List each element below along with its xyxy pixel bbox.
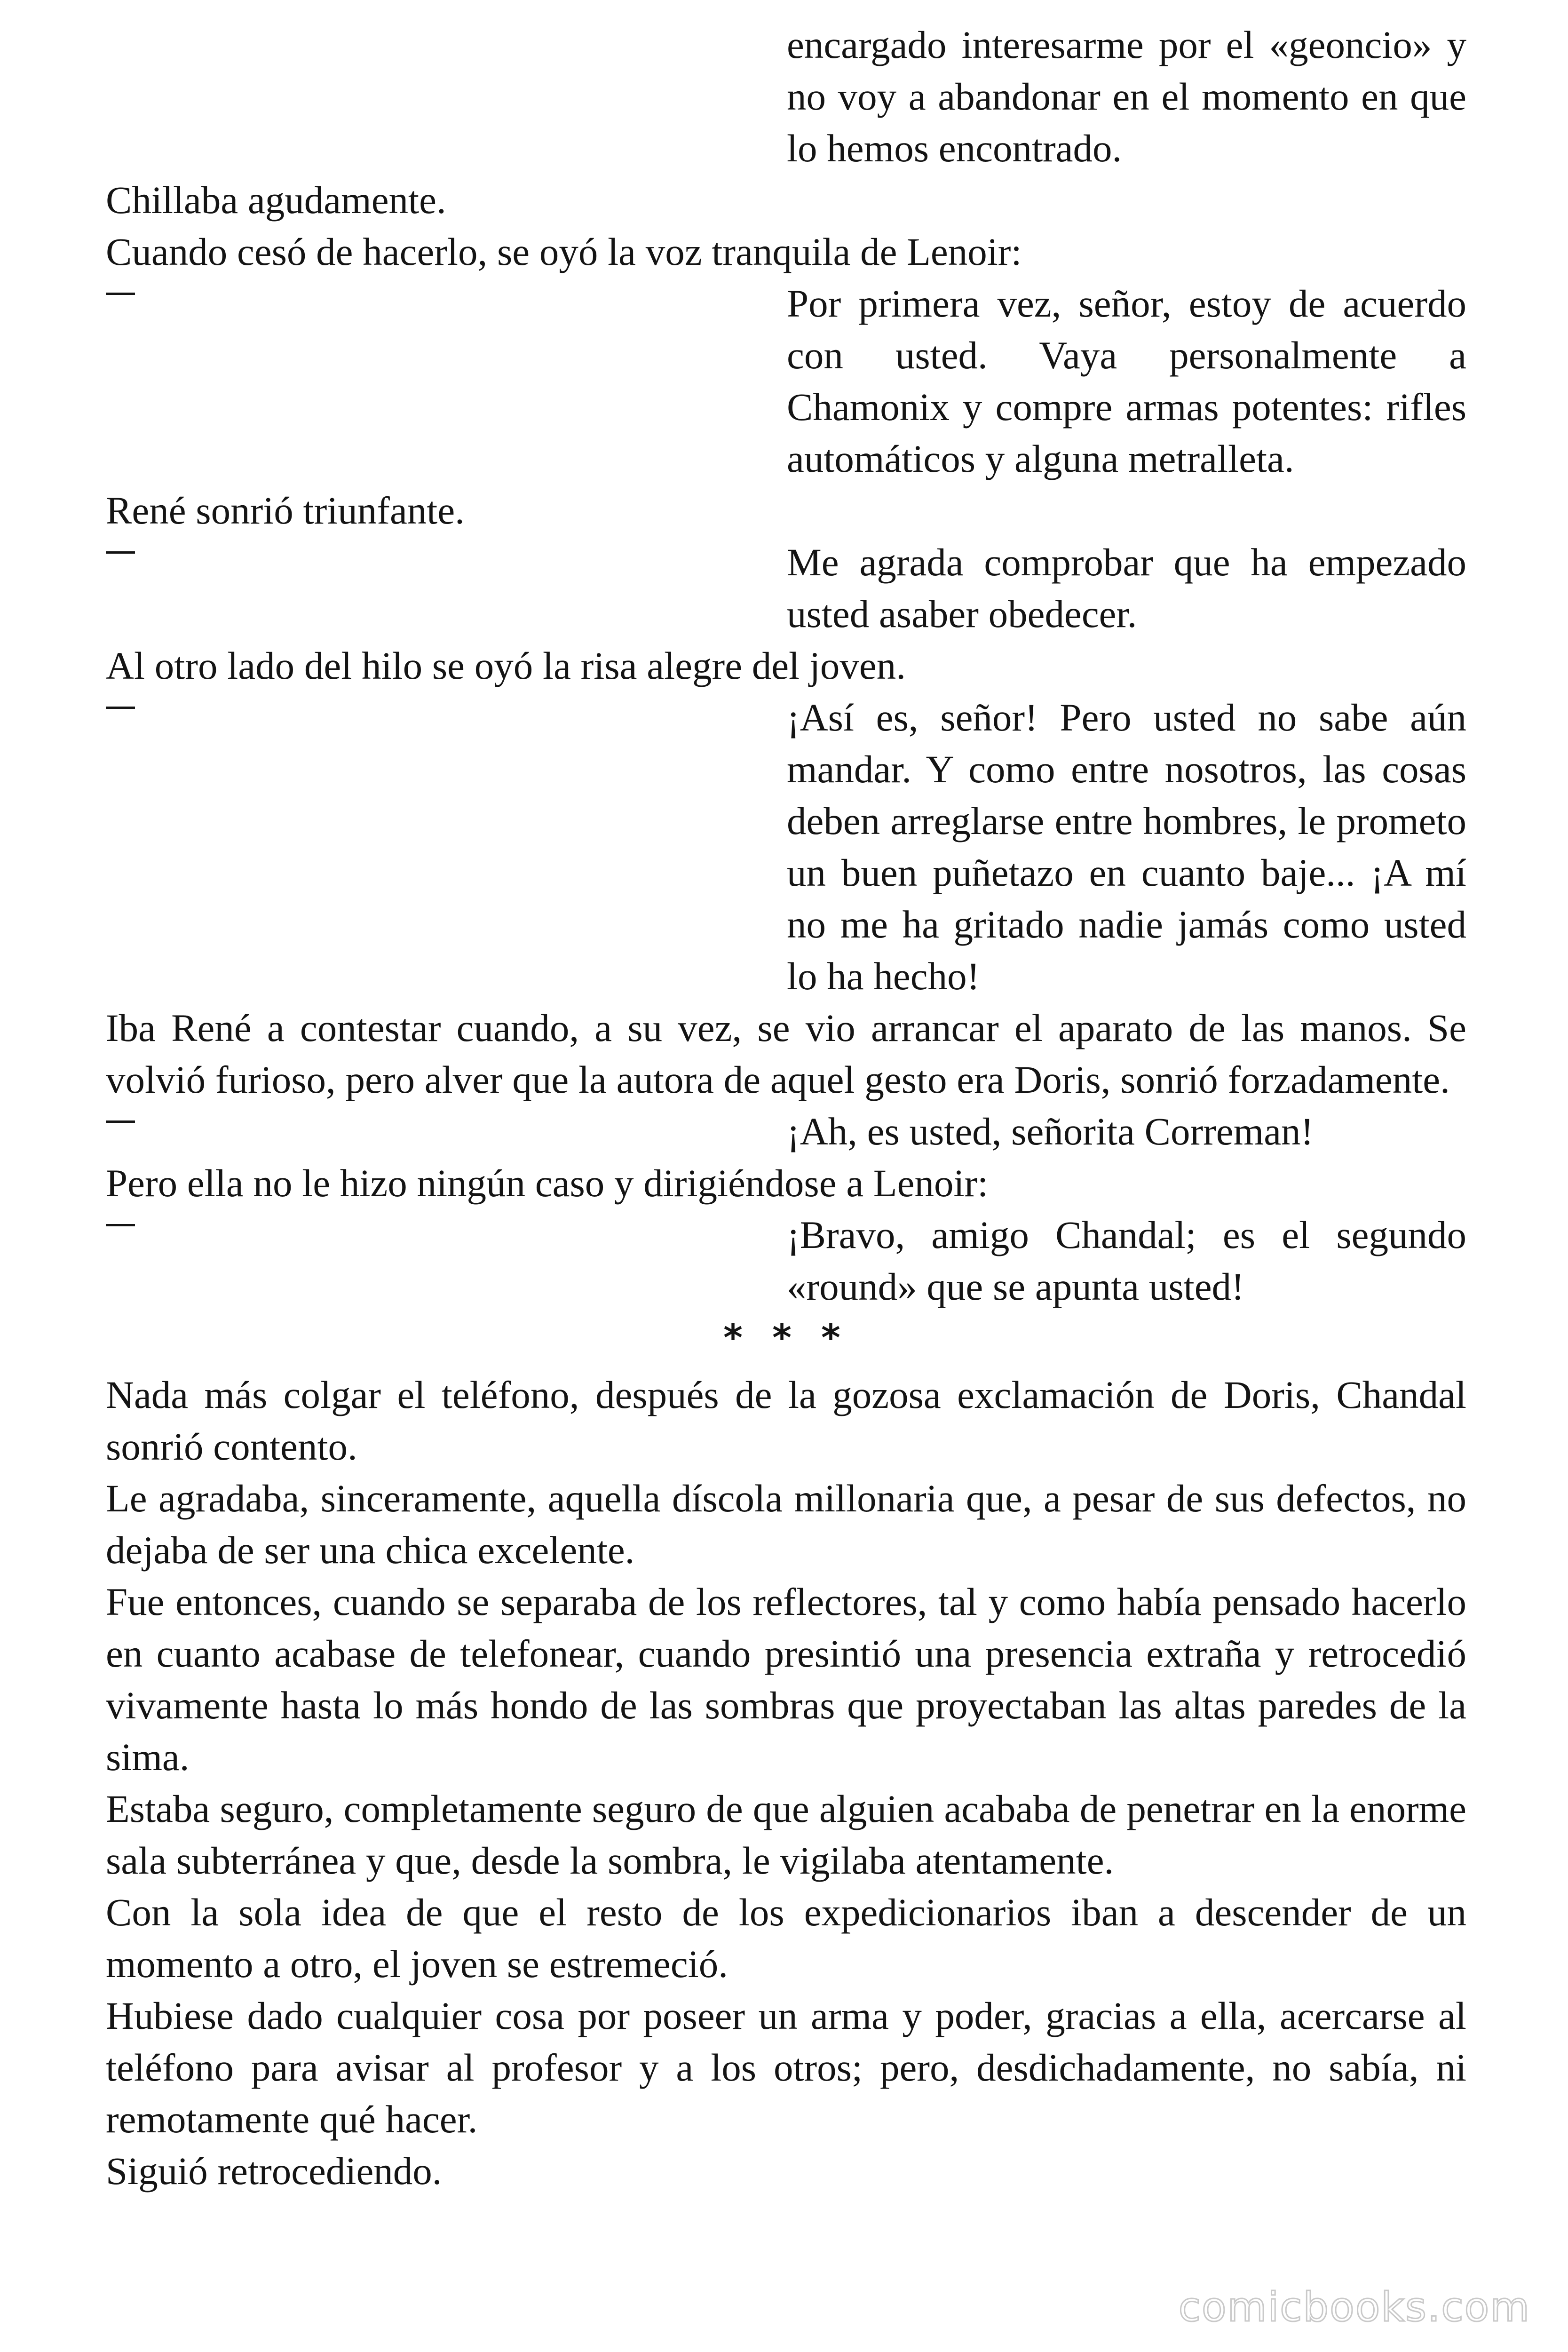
dialogue-text: Por primera vez, señor, estoy de acuerdo con usted. Vaya personalmente a Chamonix y compre armas potentes: rifles automáticos y alguna metralleta. bbox=[787, 282, 1466, 480]
dialogue-line bbox=[106, 536, 1466, 640]
paragraph: Siguió retrocediendo. bbox=[106, 2149, 442, 2193]
paragraph: Chillaba agudamente. bbox=[106, 178, 446, 222]
dialogue-dash bbox=[106, 707, 135, 709]
paragraph: Nada más colgar el teléfono, después de la gozosa exclamación de Doris, Chandal sonrió contento. bbox=[106, 1373, 1466, 1468]
dialogue-text: encargado interesarme por el «geoncio» y no voy a abandonar en el momento en que lo hemos encontrado. bbox=[787, 23, 1466, 170]
dialogue-dash bbox=[106, 1224, 135, 1226]
paragraph: Cuando cesó de hacerlo, se oyó la voz tranquila de Lenoir: bbox=[106, 230, 1022, 273]
dialogue-dash bbox=[106, 551, 135, 554]
paragraph: René sonrió triunfante. bbox=[106, 489, 465, 532]
paragraph: Estaba seguro, completamente seguro de que alguien acababa de penetrar en la enorme sala subterránea y que, desde la sombra, le vigilaba atentamente. bbox=[106, 1787, 1466, 1882]
paragraph: Al otro lado del hilo se oyó la risa alegre del joven. bbox=[106, 644, 906, 687]
paragraph: Le agradaba, sinceramente, aquella díscola millonaria que, a pesar de sus defectos, no dejaba de ser una chica excelente. bbox=[106, 1477, 1466, 1572]
paragraph: Fue entonces, cuando se separaba de los reflectores, tal y como había pensado hacerlo en cuanto acabase de telefonear, cuando presintió una presencia extraña y retrocedió vivamente hasta lo más hondo de las sombras que proyectaban las altas paredes de la sima. bbox=[106, 1580, 1466, 1779]
paragraph: Con la sola idea de que el resto de los expedicionarios iban a descender de un momento a otro, el joven se estremeció. bbox=[106, 1891, 1466, 1986]
dialogue-text: ¡Bravo, amigo Chandal; es el segundo «round» que se apunta usted! bbox=[787, 1213, 1466, 1308]
dialogue-line bbox=[106, 1209, 1466, 1312]
paragraph: Iba René a contestar cuando, a su vez, se vio arrancar el aparato de las manos. Se volvió furioso, pero alver que la autora de aquel gesto era Doris, sonrió forzadamente. bbox=[106, 1006, 1466, 1101]
book-page bbox=[106, 19, 1466, 2197]
paragraph: Hubiese dado cualquier cosa por poseer un arma y poder, gracias a ella, acercarse al teléfono para avisar al profesor y a los otros; pero, desdichadamente, no sabía, ni remotamente qué hacer. bbox=[106, 1994, 1466, 2141]
dialogue-dash bbox=[106, 293, 135, 295]
paragraph: Pero ella no le hizo ningún caso y dirigiéndose a Lenoir: bbox=[106, 1161, 989, 1205]
dialogue-line bbox=[106, 278, 1466, 485]
dialogue-line bbox=[106, 691, 1466, 1002]
section-separator: * * * bbox=[723, 1317, 849, 1359]
dialogue-text: ¡Así es, señor! Pero usted no sabe aún mandar. Y como entre nosotros, las cosas deben arreglarse entre hombres, le prometo un buen puñetazo en cuanto baje... ¡A mí no me ha gritado nadie jamás como usted lo ha hecho! bbox=[787, 696, 1466, 998]
dialogue-text: ¡Ah, es usted, señorita Correman! bbox=[787, 1110, 1314, 1153]
watermark: comicbooks.com bbox=[1178, 2284, 1530, 2331]
dialogue-line bbox=[106, 1105, 1466, 1157]
dialogue-text: Me agrada comprobar que ha empezado usted asaber obedecer. bbox=[787, 540, 1466, 636]
dialogue-continuation bbox=[106, 19, 1466, 174]
dialogue-dash bbox=[106, 1120, 135, 1123]
